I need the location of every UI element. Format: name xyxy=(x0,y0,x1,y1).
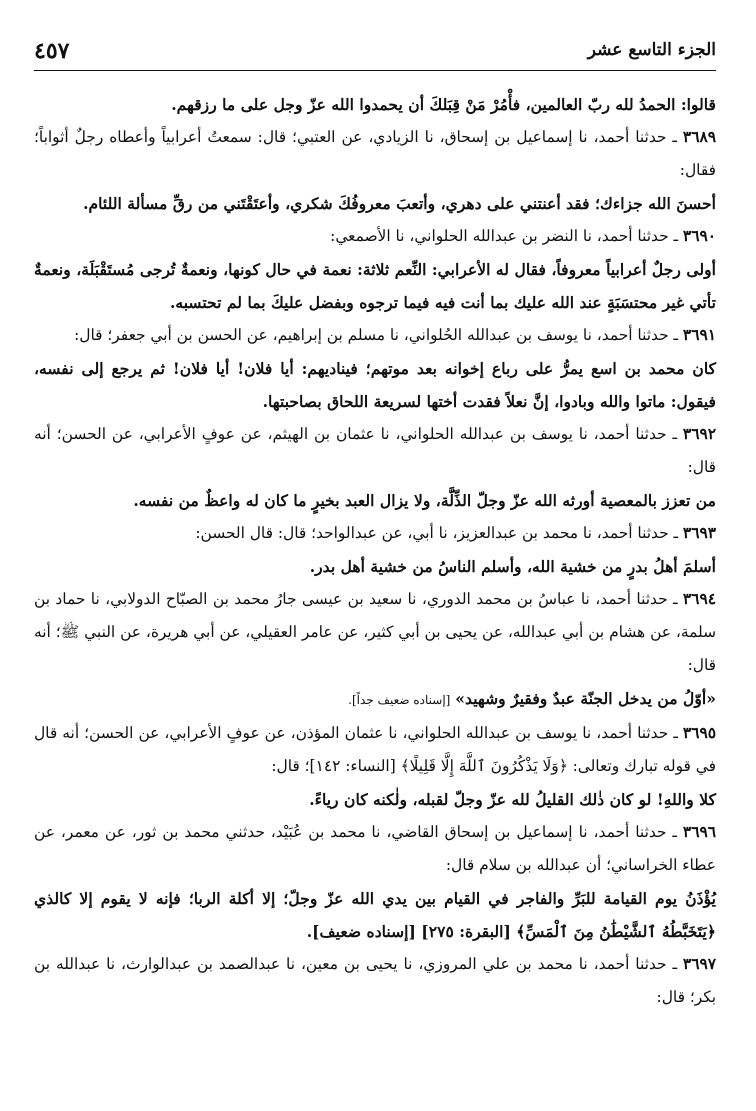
isnad-paragraph xyxy=(34,220,716,253)
isnad-paragraph xyxy=(34,948,716,1014)
isnad-paragraph xyxy=(34,583,716,682)
isnad-paragraph xyxy=(34,717,716,783)
hadith-text: «أوّلُ من يدخل الجنّة عبدٌ وفقيرٌ وشهيد» xyxy=(455,689,716,708)
isnad-text: ـ حدثنا أحمد، نا إسماعيل بن إسحاق، نا الزيادي، عن العتبي؛ قال: سمعتُ أعرابياً وأعطاه رجلٌ أثواباً؛ فقال: xyxy=(34,128,716,179)
page-header xyxy=(34,0,716,74)
isnad-paragraph xyxy=(34,816,716,882)
hadith-paragraph xyxy=(34,682,716,717)
hadith-number: ٣٦٩٢ xyxy=(682,425,716,443)
hadith-number: ٣٦٩٥ xyxy=(682,724,716,742)
hadith-number: ٣٦٩٦ xyxy=(682,823,716,841)
quote-paragraph: أولى رجلٌ أعرابياً معروفاً، فقال له الأعرابي: النِّعم ثلاثة: نعمة في حال كونها، ونعمةٌ تُرجى مُستَقْبَلَة، ونعمةٌ تأتي غير محتسَبَةٍ عند الله عليك بما أنت فيه فيما ترجوه وبفضل عليكَ بما لم تحتسبه. xyxy=(34,260,716,312)
isnad-text: ـ حدثنا أحمد، نا محمد بن عبدالعزيز، نا أبي، عن عبدالواحد؛ قال: قال الحسن: xyxy=(195,524,679,542)
quote-paragraph: أحسنَ الله جزاءك؛ فقد أعنتني على دهري، وأتعبَ معروفُكَ شكري، وأعتَقْتَني من رقِّ مسألة اللئام. xyxy=(83,194,716,213)
isnad-text: ـ حدثنا أحمد، نا يوسف بن عبدالله الحلواني، نا عثمان بن الهيثم، عن عوفٍ الأعرابي، عن الحسن؛ أنه قال: xyxy=(34,425,716,476)
grading-note: [إسناده ضعيف جداً]. xyxy=(348,693,451,707)
hadith-number: ٣٦٩٧ xyxy=(682,955,716,973)
page-body xyxy=(34,88,716,1014)
quote-paragraph: كان محمد بن اسع يمرُّ على رباع إخوانه بعد موتهم؛ فيناديهم: أيا فلان! أيا فلان! ثم يرجع إلى نفسه، فيقول: ماتوا والله وبادوا، إنَّ نعلاً فقدت أختها لسريعة اللحاق بصاحبتها. xyxy=(34,359,716,411)
isnad-paragraph xyxy=(34,121,716,187)
page-number: ٤٥٧ xyxy=(34,38,70,64)
isnad-text: ـ حدثنا أحمد، نا محمد بن علي المروزي، نا يحيى بن معين، نا عبدالصمد بن عبدالوارث، نا عبدالله بن بكر؛ قال: xyxy=(34,955,716,1006)
isnad-text: ـ حدثنا أحمد، نا النضر بن عبدالله الحلواني، نا الأصمعي: xyxy=(330,227,679,245)
quote-paragraph: قالوا: الحمدُ لله ربّ العالمين، فأْمُرْ مَنْ قِبَلكَ أن يحمدوا الله عزّ وجل على ما رزقهم. xyxy=(171,95,716,114)
isnad-text: ـ حدثنا أحمد، نا يوسف بن عبدالله الحُلواني، نا مسلم بن إبراهيم، عن الحسن بن أبي جعفر؛ قال: xyxy=(74,326,679,344)
hadith-number: ٣٦٩٤ xyxy=(682,590,716,608)
isnad-text: ـ حدثنا أحمد، نا إسماعيل بن إسحاق القاضي، نا محمد بن عُبَيْد، حدثني محمد بن ثور، عن معمر، عن عطاء الخراساني؛ أن عبدالله بن سلام قال: xyxy=(34,823,716,874)
quote-paragraph: يُؤْذَنُ يوم القيامة للبَرِّ والفاجر في القيام بين يدي الله عزّ وجلّ؛ إلا أكلة الربا؛ فإنه لا يقوم إلا كالذي ﴿يَتَخَبَّطُهُ ٱلشَّيْطَٰنُ مِنَ ٱلْمَسِّ﴾ [البقرة: ٢٧٥] [إسناده ضعيف]. xyxy=(34,889,716,941)
running-title: الجزء التاسع عشر xyxy=(587,40,716,60)
hadith-number: ٣٦٩١ xyxy=(682,326,716,344)
isnad-text: ـ حدثنا أحمد، نا يوسف بن عبدالله الحلواني، نا عثمان المؤذن، عن عوفٍ الأعرابي، عن الحسن؛ أنه قال في قوله تبارك وتعالى: ﴿وَلَا يَذْكُرُونَ ٱللَّهَ إِلَّا قَلِيلًا﴾ [النساء: ١٤٢]؛ قال: xyxy=(34,724,716,775)
quote-paragraph: من تعزز بالمعصية أورثه الله عزّ وجلّ الذِّلَّة، ولا يزال العبد بخيرٍ ما كان له واعظٌ من نفسه. xyxy=(133,491,716,510)
isnad-text: ـ حدثنا أحمد، نا عباسُ بن محمد الدوري، نا سعيد بن عيسى جارُ محمد بن الصبّاح الدولابي، نا حماد بن سلمة، عن هشام بن أبي عبدالله، عن يحيى بن أبي كثير، عن عامر العقيلي، عن أبي هريرة، عن النبي ﷺ؛ أنه قال: xyxy=(34,590,716,674)
header-rule xyxy=(34,70,716,71)
hadith-number: ٣٦٨٩ xyxy=(682,128,716,146)
isnad-paragraph xyxy=(34,418,716,484)
isnad-paragraph xyxy=(34,517,716,550)
hadith-number: ٣٦٩٣ xyxy=(682,524,716,542)
quote-paragraph: كلا واللهِ! لو كان ذٰلك القليلُ لله عزّ وجلّ لقبله، ولٰكنه كان رياءً. xyxy=(309,790,716,809)
hadith-number: ٣٦٩٠ xyxy=(682,227,716,245)
quote-paragraph: أسلمَ أهلُ بدرٍ من خشية الله، وأسلم الناسُ من خشية أهل بدر. xyxy=(309,557,716,576)
isnad-paragraph xyxy=(34,319,716,352)
